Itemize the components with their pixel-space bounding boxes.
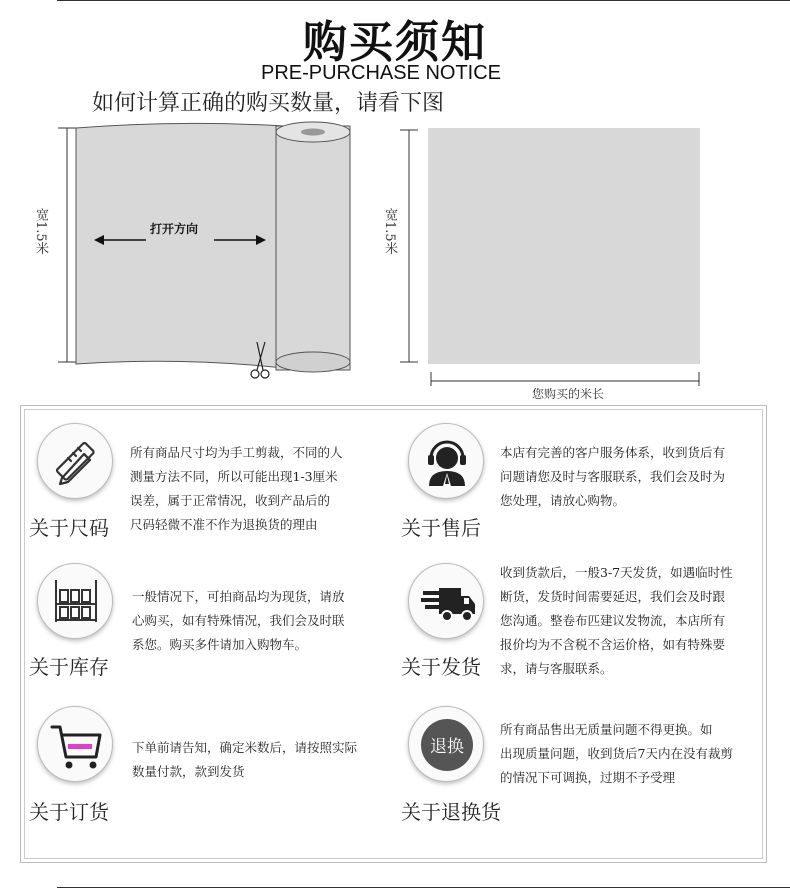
section-shipping-title: 关于发货 — [401, 655, 481, 679]
section-returns-title: 关于退换货 — [401, 800, 501, 824]
section-shipping-text: 收到货款后，一般3-7天发货，如遇临时性 断货，发货时间需要延迟，我们会及时跟 您沟通。整卷布匹建议发物流，本店所有 报价均为不含税不含运价格，如有特殊要 求，请与客服联系。 — [500, 565, 733, 676]
exchange-badge-text: 退换 — [430, 737, 464, 757]
section-size-title: 关于尺码 — [29, 516, 109, 540]
section-size-text: 所有商品尺寸均为手工剪裁，不同的人 测量方法不同，所以可能出现1-3厘米 误差，属于正常情况，收到产品后的 尺码轻微不准不作为退换货的理由 — [130, 445, 343, 532]
section-stock-text: 一般情况下，可拍商品均为现货，请放 心购买，如有特殊情况，我们会及时联 系您。购买多件请加入购物车。 — [132, 589, 345, 652]
exchange-badge-icon — [408, 706, 484, 782]
delivery-truck-icon — [408, 563, 484, 639]
sheet-width-label: 宽1.5米 — [382, 208, 397, 255]
page-subtitle: 如何计算正确的购买数量，请看下图 — [92, 91, 445, 116]
open-direction-label: 打开方向 — [150, 222, 199, 236]
purchase-length-label: 您购买的米长 — [531, 387, 604, 401]
section-after-sales-title: 关于售后 — [401, 516, 481, 540]
section-stock-title: 关于库存 — [29, 655, 109, 679]
page-title: 购买须知 — [303, 17, 487, 68]
section-order-title: 关于订货 — [29, 800, 109, 824]
bottom-divider — [57, 887, 790, 888]
section-after-sales-text: 本店有完善的客户服务体系，收到货后有 问题请您及时与客服联系，我们会及时为 您处理，请放心购物。 — [500, 445, 726, 508]
roll-width-label: 宽1.5米 — [33, 208, 48, 255]
warehouse-shelf-icon — [37, 563, 113, 639]
section-returns-text: 所有商品售出无质量问题不得更换。如 出现质量问题，收到货后7天内在没有裁剪 的情况下可调换，过期不予受理 — [500, 722, 733, 785]
notice-panel — [20, 405, 767, 863]
customer-service-icon — [408, 423, 484, 499]
shopping-cart-icon — [37, 706, 113, 782]
top-divider — [57, 0, 790, 1]
ruler-pencil-icon — [37, 423, 113, 499]
page-title-english: PRE-PURCHASE NOTICE — [260, 62, 502, 84]
fabric-roll-illustration — [0, 112, 790, 412]
measurement-diagram — [0, 112, 790, 412]
section-order-text: 下单前请告知，确定米数后，请按照实际 数量付款，款到发货 — [132, 740, 358, 779]
